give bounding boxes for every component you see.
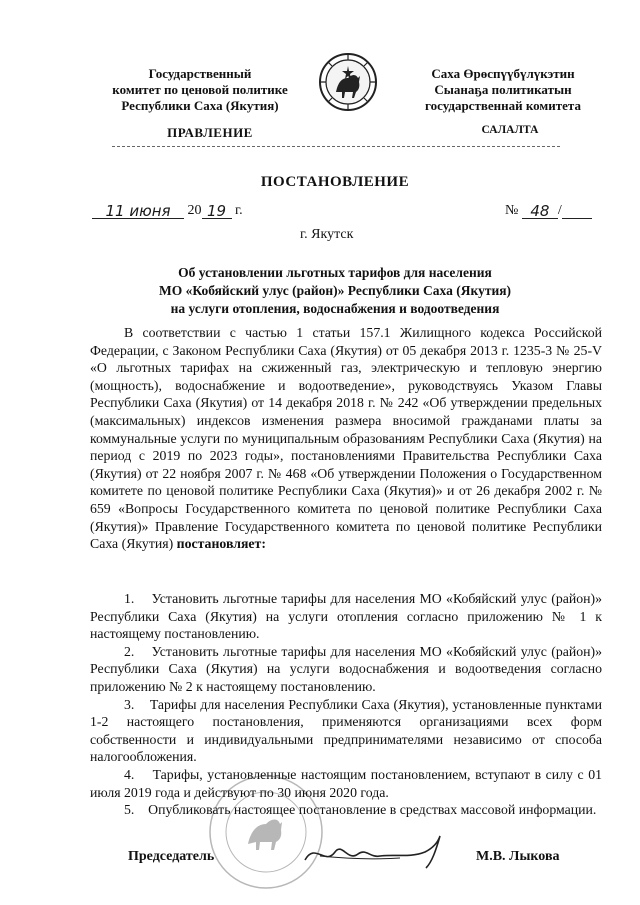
number-handwritten: 48 bbox=[522, 202, 558, 219]
date-line bbox=[92, 202, 243, 219]
header-left-line: Республики Саха (Якутия) bbox=[121, 98, 279, 113]
resolution-items bbox=[90, 590, 602, 819]
preamble bbox=[90, 324, 602, 553]
number-slash: / bbox=[557, 203, 562, 218]
preamble-text: В соответствии с частью 1 статьи 157.1 Жилищного кодекса Российской Федерации, с Законом Республики Саха (Якутия) от 05 декабря 2013 г. 1235-3 № 25-V «О льготных тарифах на сжиженный газ, электрическую и тепловую энергию (мощность), водоснабжение и водоотведение», руководствуясь Указом Главы Республики Саха (Якутия) от 14 декабря 2018 г. № 242 «Об утверждении предельных (максимальных) индексов изменения размера вносимой гражданами платы за коммунальные услуги по муниципальным образованиям Республики Саха (Якутия) на период с 2019 по 2023 годы», постановлениями Правительства Республики Саха (Якутия) от 22 ноября 2007 г. № 468 «Об утверждении Положения о Государственном комитете по ценовой политике Республики Саха (Якутия)» и от 26 декабря 2002 г. № 659 «Вопросы Государственного комитета по ценовой политике Республики Саха (Якутия)» Правление Государственного комитета по ценовой политике Республики Саха (Якутия) bbox=[90, 325, 602, 552]
date-handwritten: 11 июня bbox=[92, 202, 184, 219]
list-item bbox=[90, 766, 602, 801]
list-item bbox=[90, 590, 602, 643]
subject bbox=[100, 264, 570, 318]
item-text: Установить льготные тарифы для населения МО «Кобяйский улус (район)» Республики Саха (Якутия) на услуги отопления согласно приложению № 1 к настоящему постановлению. bbox=[90, 591, 602, 642]
item-text: Тарифы для населения Республики Саха (Якутия), установленные пунктами 1-2 настоящего постановления, применяются организациями всех форм собственности и индивидуальными предпринимателями независимо от способа налогообложения. bbox=[90, 696, 603, 765]
header-left bbox=[90, 66, 310, 114]
header-right-line: Сыанаҕа политикатын bbox=[434, 82, 572, 97]
list-item bbox=[90, 643, 602, 696]
number-blank bbox=[562, 202, 592, 219]
number-line bbox=[505, 202, 592, 219]
item-number: 2. bbox=[124, 643, 135, 659]
item-number: 4. bbox=[124, 766, 135, 782]
item-text: Опубликовать настоящее постановление в средствах массовой информации. bbox=[148, 802, 597, 818]
year-prefix: 20 bbox=[187, 203, 202, 218]
office-right: САЛАЛТА bbox=[481, 124, 539, 136]
preamble-keyword: постановляет: bbox=[176, 536, 266, 552]
office-left: ПРАВЛЕНИЕ bbox=[167, 125, 253, 140]
city: г. Якутск bbox=[300, 227, 354, 242]
item-text: Установить льготные тарифы для населения МО «Кобяйский улус (район)» Республики Саха (Якутия) на услуги водоснабжения и водоотведения согласно приложению № 2 к настоящему постановлению. bbox=[90, 643, 602, 694]
year-handwritten: 19 bbox=[202, 202, 232, 219]
signature-name: М.В. Лыкова bbox=[476, 849, 560, 864]
signature-scribble-icon bbox=[300, 832, 450, 872]
subject-line: на услуги отопления, водоснабжения и водоотведения bbox=[170, 301, 500, 316]
list-item bbox=[90, 801, 602, 819]
list-item bbox=[90, 696, 602, 766]
sakha-republic-emblem-icon bbox=[318, 52, 378, 112]
item-text: Тарифы, установленные настоящим постановлением, вступают в силу с 01 июля 2019 года и действуют по 30 июня 2020 года. bbox=[90, 766, 602, 800]
header-right bbox=[398, 66, 608, 114]
header-left-line: комитет по ценовой политике bbox=[112, 82, 288, 97]
subject-line: МО «Кобяйский улус (район)» Республики Саха (Якутия) bbox=[158, 283, 512, 298]
year-suffix: г. bbox=[235, 203, 243, 218]
item-number: 3. bbox=[124, 696, 135, 712]
document-type: ПОСТАНОВЛЕНИЕ bbox=[260, 174, 410, 190]
header-right-line: Саха Өрөспүүбүлүкэтин bbox=[431, 66, 575, 81]
signature-role: Председатель bbox=[128, 849, 215, 864]
header-left-line: Государственный bbox=[148, 66, 252, 81]
header-right-line: государственнай комитета bbox=[425, 98, 581, 113]
header-divider bbox=[112, 146, 560, 147]
item-number: 1. bbox=[124, 591, 135, 606]
number-prefix: № bbox=[505, 203, 519, 218]
subject-line: Об установлении льготных тарифов для населения bbox=[178, 265, 492, 280]
item-number: 5. bbox=[124, 802, 135, 818]
